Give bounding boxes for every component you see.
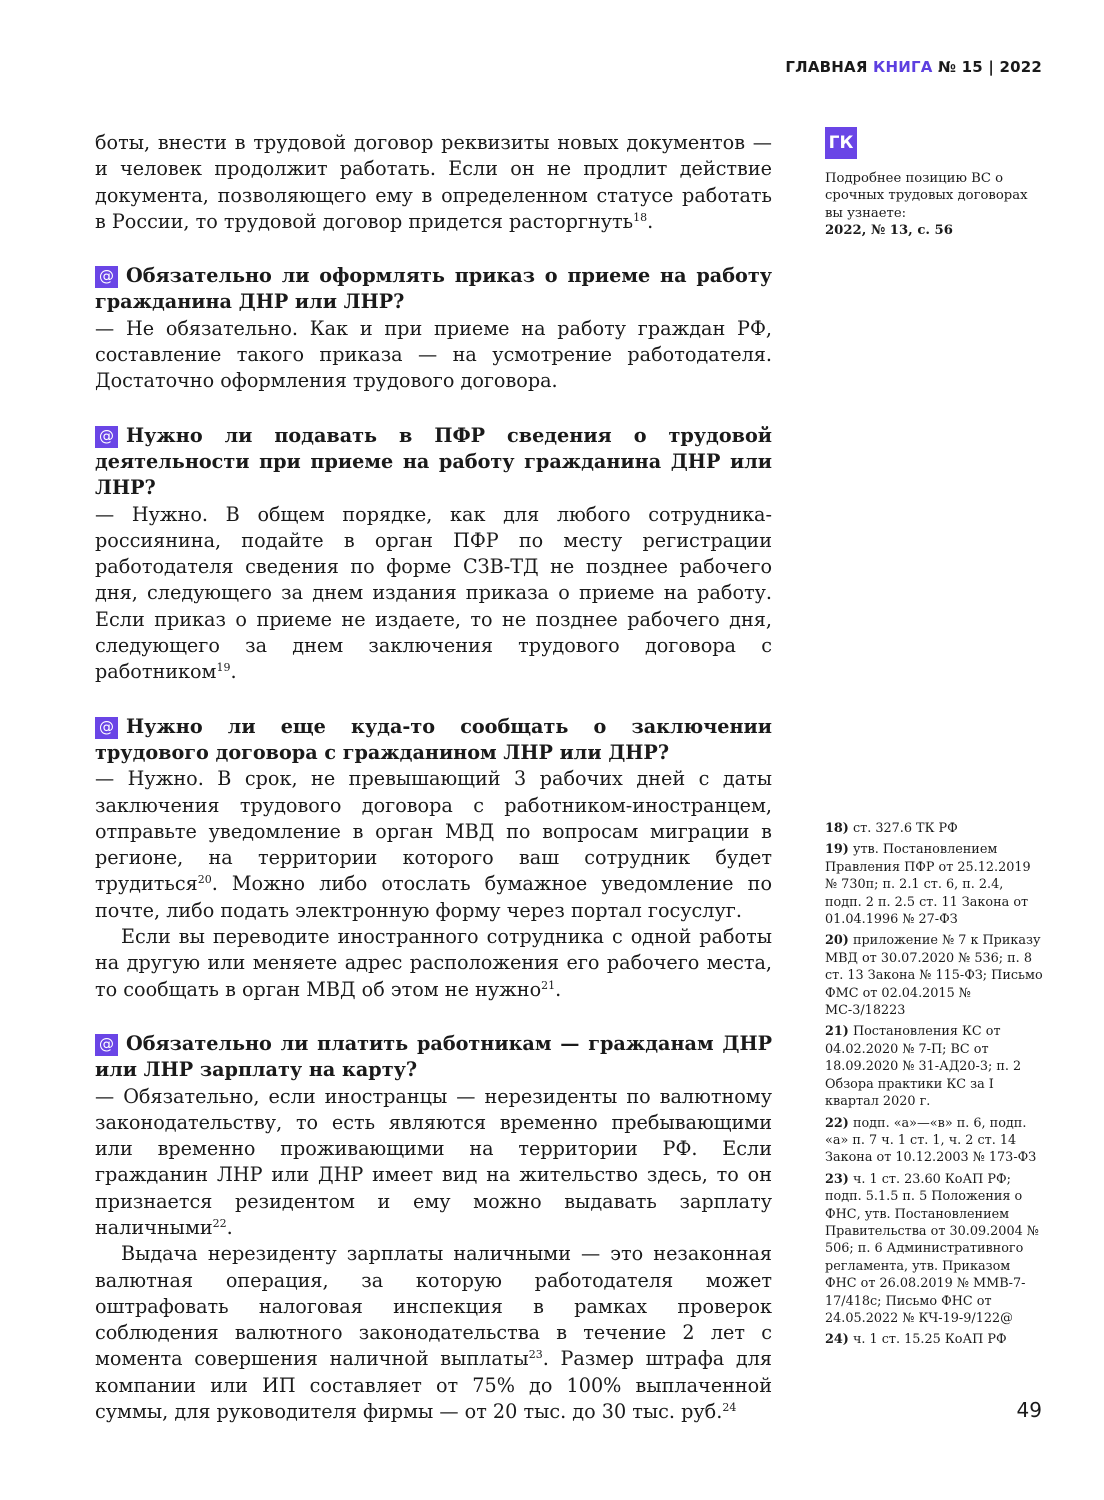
footnote-ref[interactable]: 18 (633, 210, 648, 224)
header-issue: № 15 | 2022 (932, 58, 1042, 76)
footnote-ref[interactable]: 21 (541, 978, 556, 992)
question-3: @ Нужно ли еще куда-то сообщать о заключении трудового договора с гражданином ЛНР или ДНР? (95, 714, 772, 764)
at-icon: @ (95, 426, 118, 448)
sidebar-reference: Подробнее позицию ВС о срочных трудовых договорах вы узнаете: 2022, № 13, с. 56 (825, 171, 1028, 239)
footnote-ref[interactable]: 24 (722, 1401, 737, 1415)
question-1: @ Обязательно ли оформлять приказ о приеме на работу гражданина ДНР или ЛНР? (95, 264, 772, 314)
footnote-24: 24) ч. 1 ст. 15.25 КоАП РФ (825, 1332, 1007, 1348)
gk-logo-icon[interactable]: ГК (825, 127, 857, 159)
answer-2: — Нужно. В общем порядке, как для любого сотрудника-россиянина, подайте в орган ПФР по месту регистрации работодателя сведения по форме СЗВ-ТД не позднее рабочего дня, следующего за днем издания приказа о приеме на работу. Если приказ о приеме не издаете, то не позднее рабочего дня, следующего за днем заключения трудового договора с работником$^{19}$. (95, 502, 772, 684)
footnote-ref[interactable]: 22 (212, 1216, 227, 1230)
paragraph-intro: боты, внести в трудовой договор реквизиты новых документов — и человек продолжит работать. Если он не продлит действие документа, позволяющего ему в определенном статусе работать в России, то трудовой договор придется расторгнуть$^{18}$. (95, 131, 772, 233)
answer-3-continued: Если вы переводите иностранного сотрудника с одной работы на другую или меняете адрес расположения его рабочего места, то сообщать в орган МВД об этом не нужно$^{21}$. (95, 925, 772, 1001)
footnotes (825, 820, 1043, 1353)
footnote-20: 20) приложение № 7 к Приказу МВД от 30.07.2020 № 536; п. 8 ст. 13 Закона № 115-ФЗ; Письмо ФМС от 02.04.2015 № МС-3/18223 (825, 933, 1043, 1019)
footnote-18: 18) ст. 327.6 ТК РФ (825, 821, 958, 836)
footnote-22: 22) подп. «а»—«в» п. 6, подп. «а» п. 7 ч. 1 ст. 1, ч. 2 ст. 14 Закона от 10.12.2003 № 173-ФЗ (825, 1115, 1037, 1166)
article-body (95, 130, 772, 1425)
answer-1: — Не обязательно. Как и при приеме на работу граждан РФ, составление такого приказа — на усмотрение работодателя. Достаточно оформления трудового договора. (95, 316, 772, 393)
at-icon: @ (95, 266, 118, 288)
magazine-header (785, 58, 1042, 76)
footnote-21: 21) Постановления КС от 04.02.2020 № 7-П; ВС от 18.09.2020 № 31-АД20-3; п. 2 Обзора практики КС за I квартал 2020 г. (825, 1024, 1022, 1110)
reference-link[interactable]: 2022, № 13, с. 56 (825, 223, 953, 239)
header-title-accent: КНИГА (873, 58, 933, 76)
footnote-19: 19) утв. Постановлением Правления ПФР от 25.12.2019 № 730п; п. 2.1 ст. 6, п. 2.4, подп. 2 п. 2.5 ст. 11 Закона от 01.04.1996 № 27-ФЗ (825, 842, 1031, 928)
footnote-ref[interactable]: 19 (216, 661, 231, 675)
at-icon: @ (95, 717, 118, 739)
footnote-ref[interactable]: 20 (197, 873, 212, 887)
question-4: @ Обязательно ли платить работникам — гражданам ДНР или ЛНР зарплату на карту? (95, 1031, 772, 1082)
page-number: 49 (1016, 1398, 1042, 1422)
footnote-ref[interactable]: 23 (528, 1348, 543, 1362)
answer-4: — Обязательно, если иностранцы — нерезиденты по валютному законодательству, то есть являются временно пребывающими или временно проживающими на территории РФ. Если гражданин ЛНР или ДНР имеет вид на жительство здесь, то он признается резидентом и ему можно выдавать зарплату наличными$^{22}$. (95, 1084, 772, 1239)
question-2: @ Нужно ли подавать в ПФР сведения о трудовой деятельности при приеме на работу гражданина ДНР или ЛНР? (95, 423, 772, 500)
answer-3: — Нужно. В срок, не превышающий 3 рабочих дней с даты заключения трудового договора с работником-иностранцем, отправьте уведомление в орган МВД по вопросам миграции в регионе, на территории которого ваш сотрудник будет трудиться$^{20}$. Можно либо отослать бумажное уведомление по почте, либо подать электронную форму через портал госуслуг. (95, 767, 772, 922)
footnote-23: 23) ч. 1 ст. 23.60 КоАП РФ; подп. 5.1.5 п. 5 Положения о ФНС, утв. Постановлением Правительства от 30.09.2004 № 506; п. 6 Административного регламента, утв. Приказом ФНС от 26.08.2019 № ММВ-7-17/418с; Письмо ФНС от 24.05.2022 № КЧ-19-9/122@ (825, 1171, 1039, 1326)
answer-4-continued: Выдача нерезиденту зарплаты наличными — это незаконная валютная операция, за которую работодателя может оштрафовать налоговая инспекция в рамках проверок соблюдения валютного законодательства в течение 2 лет с момента совершения наличной выплаты$^{23}$. Размер штрафа для компании или ИП составляет от 75% до 100% выплаченной суммы, для руководителя фирмы — от 20 тыс. до 30 тыс. руб.$^{24}$ (95, 1242, 772, 1424)
at-icon: @ (95, 1034, 118, 1056)
header-title: ГЛАВНАЯ (785, 58, 874, 76)
